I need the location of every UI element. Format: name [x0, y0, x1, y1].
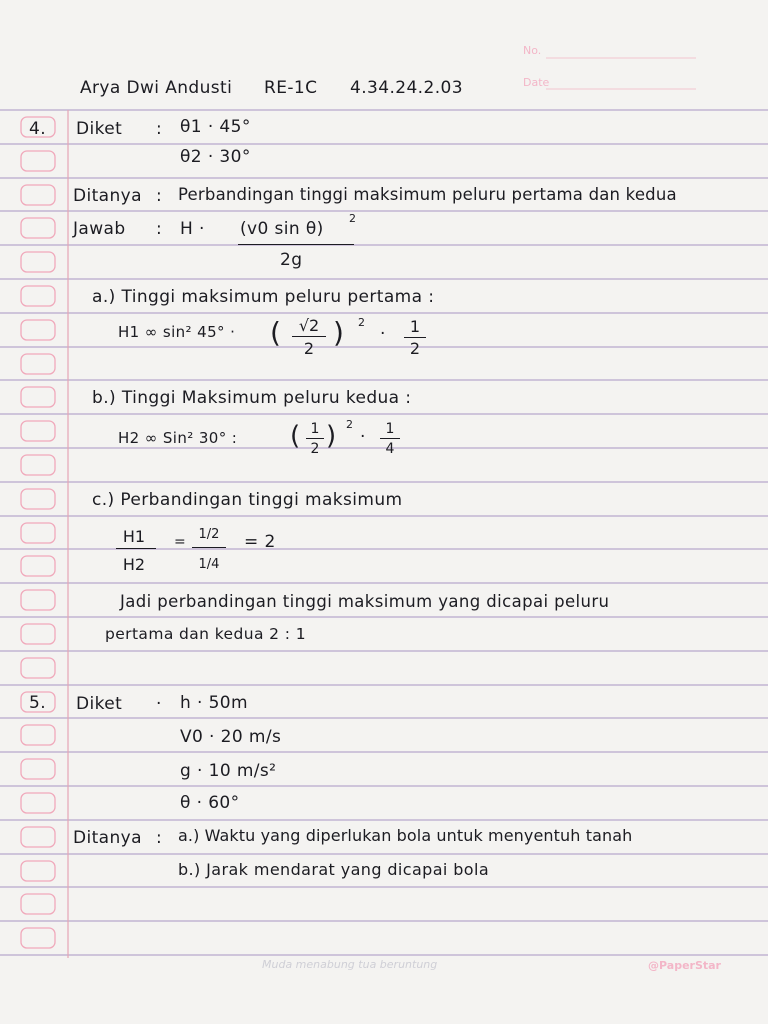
given-theta: θ · 60°	[180, 793, 240, 813]
diket-5-bullet: ·	[156, 694, 162, 714]
part-a-frac-num: √2	[298, 316, 320, 335]
part-a-result-num: 1	[409, 317, 421, 336]
part-b-eq: ·	[360, 427, 366, 447]
part-c-mid-den: 1/4	[198, 557, 220, 572]
part-c-eq1: =	[174, 534, 187, 550]
part-b-lhs: H2 ∞ Sin² 30° :	[118, 429, 238, 447]
formula-exponent: 2	[349, 212, 356, 225]
diket-colon: :	[156, 119, 163, 139]
margin-checkbox	[21, 928, 55, 948]
margin-checkbox	[21, 861, 55, 881]
ditanya-text: Perbandingan tinggi maksimum peluru pertama dan kedua	[178, 185, 677, 204]
jawab-colon: :	[156, 219, 163, 239]
margin-checkbox	[21, 725, 55, 745]
checkbox-column	[21, 117, 55, 948]
formula-denominator: 2g	[280, 250, 303, 270]
part-b-frac-num: 1	[310, 421, 320, 437]
margin-checkbox	[21, 455, 55, 475]
part-a-eq: ·	[380, 324, 386, 344]
student-class: RE-1C	[264, 78, 318, 98]
part-a-title: a.) Tinggi maksimum peluru pertama :	[92, 287, 435, 307]
conclusion-line-2: pertama dan kedua 2 : 1	[105, 625, 306, 643]
part-a-close-paren: )	[333, 316, 345, 349]
question-b: b.) Jarak mendarat yang dicapai bola	[178, 860, 490, 879]
formula-numerator: (v0 sin θ)	[240, 219, 324, 239]
margin-checkbox	[21, 421, 55, 441]
part-c-mid-bar	[192, 547, 226, 548]
part-a-open-paren: (	[270, 316, 282, 349]
margin-checkbox	[21, 556, 55, 576]
margin-checkbox	[21, 252, 55, 272]
part-a-frac-bar	[292, 336, 326, 337]
footer-brand: @PaperStar	[648, 959, 721, 972]
margin-checkbox	[21, 489, 55, 509]
part-c-den: H2	[122, 555, 146, 574]
given-g: g · 10 m/s²	[180, 761, 277, 781]
student-name: Arya Dwi Andusti	[80, 78, 233, 98]
margin-checkbox	[21, 354, 55, 374]
ditanya-colon: :	[156, 186, 163, 206]
margin-checkbox	[21, 759, 55, 779]
date-label: Date	[523, 76, 550, 89]
part-b-frac-bar	[306, 438, 324, 439]
margin-checkbox	[21, 590, 55, 610]
diket-5-label: Diket	[76, 694, 123, 714]
margin-checkbox	[21, 218, 55, 238]
margin-checkbox	[21, 827, 55, 847]
part-c-bar	[116, 548, 156, 549]
part-b-exponent: 2	[346, 418, 353, 431]
part-a-lhs: H1 ∞ sin² 45° ·	[118, 323, 236, 341]
part-c-title: c.) Perbandingan tinggi maksimum	[92, 490, 403, 510]
ditanya-label: Ditanya	[73, 186, 142, 206]
ditanya-5-label: Ditanya	[73, 828, 142, 848]
part-c-mid-num: 1/2	[198, 527, 220, 542]
part-c-num: H1	[122, 527, 146, 546]
formula-lhs: H ·	[180, 219, 205, 239]
student-id: 4.34.24.2.03	[350, 78, 463, 98]
margin-checkbox	[21, 320, 55, 340]
part-b-open-paren: (	[290, 421, 301, 451]
footer-motto: Muda menabung tua beruntung	[262, 958, 438, 971]
question-a: a.) Waktu yang diperlukan bola untuk menyentuh tanah	[178, 826, 633, 845]
margin-checkbox	[21, 624, 55, 644]
ditanya-5-colon: :	[156, 828, 163, 848]
margin-checkbox	[21, 151, 55, 171]
problem-5-number: 5.	[29, 693, 47, 713]
part-b-result-bar	[380, 438, 400, 439]
given-h: h · 50m	[180, 693, 248, 713]
part-b-close-paren: )	[326, 421, 337, 451]
part-b-title: b.) Tinggi Maksimum peluru kedua :	[92, 388, 412, 408]
margin-checkbox	[21, 894, 55, 914]
part-b-frac-den: 2	[310, 441, 320, 457]
margin-checkbox	[21, 185, 55, 205]
diket-label: Diket	[76, 119, 123, 139]
margin-checkbox	[21, 793, 55, 813]
part-b-result-den: 4	[385, 441, 395, 457]
margin-checkbox	[21, 658, 55, 678]
given-v0: V0 · 20 m/s	[180, 727, 282, 747]
part-a-result-den: 2	[409, 339, 421, 358]
part-a-frac-den: 2	[303, 339, 315, 358]
part-a-exponent: 2	[358, 316, 365, 329]
theta1-value: θ1 · 45°	[180, 117, 251, 137]
formula-fraction-bar	[238, 244, 354, 245]
margin-checkbox	[21, 286, 55, 306]
theta2-value: θ2 · 30°	[180, 147, 251, 167]
part-a-result-bar	[404, 337, 426, 338]
jawab-label: Jawab	[73, 219, 126, 239]
problem-4-number: 4.	[29, 119, 47, 139]
no-label: No.	[523, 44, 542, 57]
part-c-eq2: = 2	[244, 532, 276, 552]
part-b-result-num: 1	[385, 421, 395, 437]
margin-checkbox	[21, 387, 55, 407]
margin-checkbox	[21, 523, 55, 543]
conclusion-line-1: Jadi perbandingan tinggi maksimum yang dicapai peluru	[120, 592, 610, 611]
